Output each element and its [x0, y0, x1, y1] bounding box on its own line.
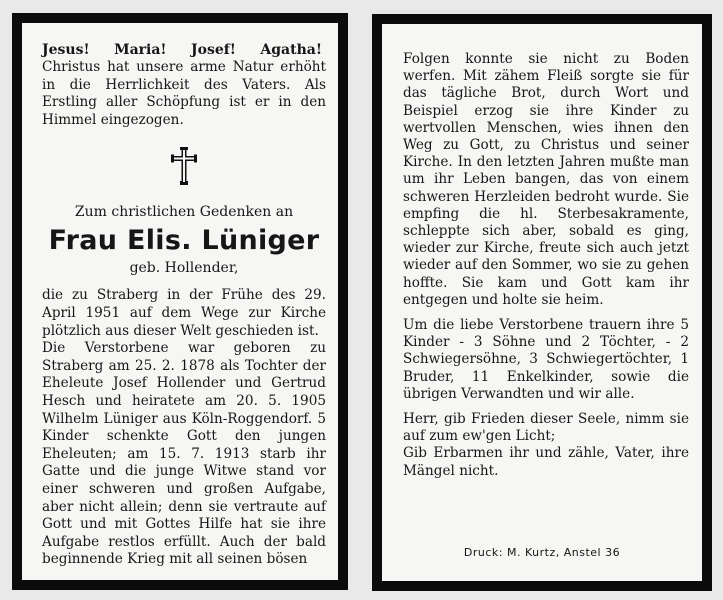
prayer-line-2: Gib Erbarmen ihr und zähle, Vater, ihre Mängel nicht.	[403, 445, 689, 479]
maiden-name: geb. Hollender,	[129, 260, 239, 277]
printer-credit: Druck: M. Kurtz, Anstel 36	[463, 546, 621, 559]
biography-text: Die Verstorbene war geboren zu Straberg am 25. 2. 1878 als Tochter der Eheleute Josef Hollender und Gertrud Hesch und heiratete am 20. 5. 1905 Wilhelm Lüniger aus Köln-Roggendorf. 5 Kinder schenkte Gott den jungen Eheleuten; am 15. 7. 1913 starb ihr Gatte und die junge Witwe stand vor einer schweren und großen Aufgabe, aber nicht allein; denn sie vertraute auf Gott und mit Gottes Hilfe hat sie ihre Aufgabe restlos erfüllt. Auch der bald beginnende Krieg mit all seinen bösen	[42, 340, 326, 568]
deceased-name: Frau Elis. Lüniger	[48, 225, 320, 257]
invocation-jesus: Jesus!	[42, 42, 90, 58]
invocation-maria: Maria!	[114, 42, 167, 58]
prayer-line-1: Herr, gib Frieden dieser Seele, nimm sie auf zum ew'gen Licht;	[403, 411, 689, 445]
invocation-line	[42, 41, 326, 59]
right-card-content	[382, 24, 702, 581]
mourners-text: Um die liebe Verstorbene trauern ihre 5 Kinder - 3 Söhne und 2 Töchter, - 2 Schwiegersöhne, 3 Schwiegertöchter, 1 Bruder, 11 Enkelkinder, sowie die übrigen Verwandten und wir alle.	[403, 317, 689, 402]
continuation-text: Folgen konnte sie nicht zu Boden werfen. Mit zähem Fleiß sorgte sie für das tägliche Brot, durch Wort und Beispiel erzog sie ihre Kinder zu wertvollen Menschen, wies ihnen den Weg zu Gott, zu Christus und seiner Kirche. In den letzten Jahren mußte man um ihr Leben bangen, das von einem schweren Herzleiden bedroht wurde. Sie empfing die hl. Sterbesakramente, schleppte sich aber, sobald es ging, wieder zur Kirche, freute sich auch jetzt wieder auf den Sommer, wo sie zu gehen hoffte. Sie kam und Gott kam ihr entgegen und holte sie heim.	[403, 51, 689, 308]
opening-text: Christus hat unsere arme Natur erhöht in die Herrlichkeit des Vaters. Als Erstling aller Schöpfung ist er in den Himmel eingezogen.	[42, 59, 326, 128]
left-card	[12, 13, 348, 590]
invocation-josef: Josef!	[191, 42, 236, 58]
cross-container	[42, 147, 326, 189]
invocation-agatha: Agatha!	[260, 42, 322, 58]
dedication-text: Zum christlichen Gedenken an	[74, 204, 294, 221]
death-text: die zu Straberg in der Frühe des 29. April 1951 auf dem Wege zur Kirche plötzlich aus dieser Welt geschieden ist.	[42, 287, 326, 339]
right-card	[372, 14, 712, 591]
left-card-content	[22, 23, 338, 580]
cross-icon	[171, 147, 197, 185]
